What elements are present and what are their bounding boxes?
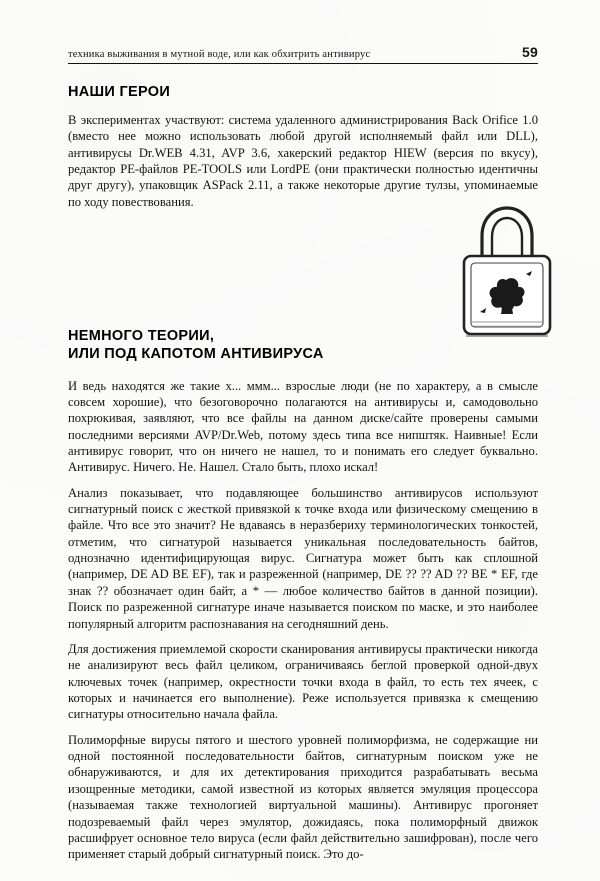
section-heading-theory-line1: НЕМНОГО ТЕОРИИ, (68, 328, 215, 345)
section-our-heroes (68, 84, 538, 210)
paragraph: Полиморфные вирусы пятого и шестого уровней полиморфизма, не содержащие ни одной постоянной последовательности байтов, сигнатурным поиском уже не обнаруживаются, и для их детектирования приходится разрабатывать весьма изощренные методики, самой известной из которых является эмуляция процессора (называемая также технологией виртуальной машины). Антивирус прогоняет подозреваемый файл через эмулятор, дожидаясь, пока полиморфный движок расшифрует основное тело вируса (если файл действительно зашифрован), после чего применяет старый добрый сигнатурный поиск. Это до- (68, 732, 538, 862)
paragraph: Для достижения приемлемой скорости сканирования антивирусы практически никогда не анализируют весь файл целиком, ограничиваясь беглой проверкой одной-двух ключевых точек (например, окрестности точки входа в файл, то есть тех ячеек, с которых и начинается его выполнение). Реже используется привязка к смещению сигнатуры относительно начала файла. (68, 641, 538, 722)
section-heading-theory-line2: ИЛИ ПОД КАПОТОМ АНТИВИРУСА (68, 345, 324, 362)
paragraph: В экспериментах участвуют: система удаленного администрирования Back Orifice 1.0 (вместо нее можно использовать любой другой исполняемый файл или DLL), антивирусы Dr.WEB 4.31, AVP 3.6, хакерский редактор HIEW (версия по вкусу), редактор PE-файлов PE-TOOLS или LordPE (они практически полностью идентичны друг другу), упаковщик ASPack 2.11, а также некоторые другие тулзы, упоминаемые по ходу повествования. (68, 113, 538, 209)
running-head (68, 44, 538, 63)
page-content (68, 44, 538, 872)
header-rule (68, 63, 538, 64)
page-number: 59 (522, 44, 538, 60)
section-a-bit-of-theory (68, 328, 538, 862)
running-head-title: техника выживания в мутной воде, или как обхитрить антивирус (68, 49, 371, 60)
paragraph: Анализ показывает, что подавляющее большинство антивирусов используют сигнатурный поиск с жесткой привязкой к точке входа или физическому смещению в файле. Что все это значит? Не вдаваясь в неразбериху терминологических тонкостей, отметим, что сигнатурой называется уникальная последовательность байтов, однозначно идентифицирующая вирус. Сигнатура может быть как сплошной (например, DE AD BE EF), так и разреженной (например, DE ?? ?? AD ?? BE * EF, где знак ?? обозначает один байт, а * — любое количество байтов в данной позиции). Поиск по разреженной сигнатуре иначе называется поиском по маске, и это наиболее популярный алгоритм распознавания на сегодняшний день. (68, 485, 538, 631)
paragraph: И ведь находятся же такие х... ммм... взрослые люди (не по характеру, а в смысле совсем хорошие), что безоговорочно полагаются на антивирусы и, самодовольно похрюкивая, заявляют, что все файлы на данном диске/сайте проверены самыми последними версиями AVP/Dr.Web, потому здесь типа все нипштяк. Наивные! Если антивирус говорит, что он ничего не нашел, то и понимать его следует буквально. Антивирус. Ничего. Не. Нашел. Стало быть, плохо искал! (68, 378, 538, 475)
section-heading-block (68, 328, 538, 363)
section-heading-our-heroes: НАШИ ГЕРОИ (68, 84, 171, 100)
